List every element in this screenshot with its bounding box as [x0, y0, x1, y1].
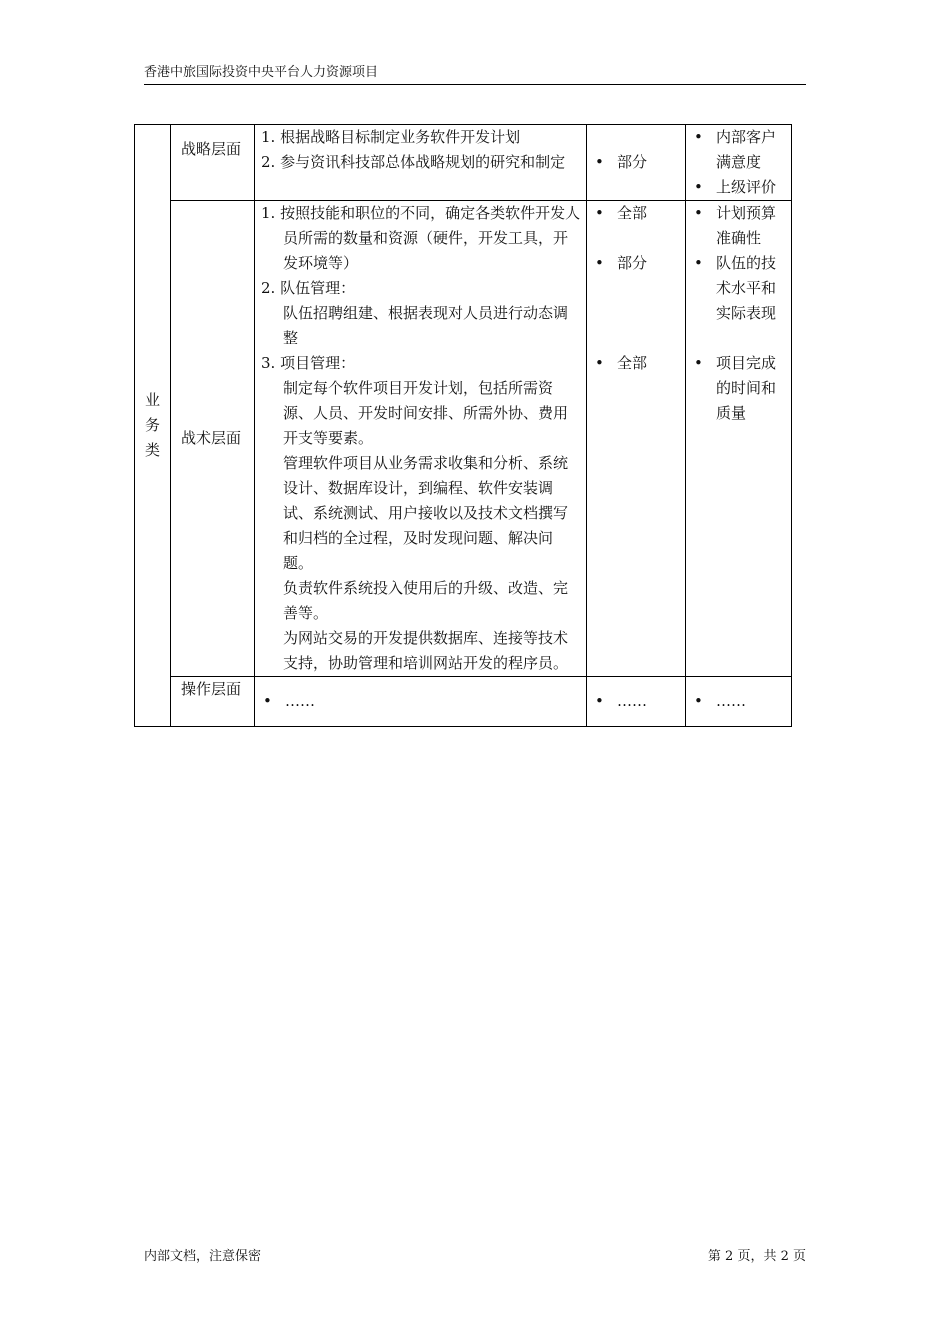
- bullet-icon: •: [595, 354, 604, 372]
- level-label: 操作层面: [181, 680, 242, 698]
- scope-cell: [587, 201, 686, 677]
- responsibility-table: [134, 124, 792, 727]
- duties-cell: [255, 125, 587, 201]
- bullet-icon: •: [595, 692, 604, 710]
- category-cell: [135, 125, 171, 727]
- paragraph: 负责软件系统投入使用后的升级、改造、完善等。: [283, 579, 569, 622]
- paragraph: 制定每个软件项目开发计划，包括所需资源、人员、开发时间安排、所需外协、费用开支等要素。: [283, 379, 569, 447]
- bullet-icon: •: [694, 178, 703, 196]
- bullet-icon: •: [595, 204, 604, 222]
- list-item: • 队伍的技术水平和实际表现: [686, 251, 791, 326]
- footer-page-number: 第 2 页，共 2 页: [707, 1249, 806, 1264]
- list-item: 1. 根据战略目标制定业务软件开发计划: [261, 128, 521, 146]
- list-item: • 部分: [587, 251, 685, 276]
- list-item: • ……: [686, 689, 791, 714]
- list-item: 1. 按照技能和职位的不同，确定各类软件开发人员所需的数量和资源（硬件，开发工具，开发环境等）: [261, 204, 581, 272]
- paragraph: 为网站交易的开发提供数据库、连接等技术支持，协助管理和培训网站开发的程序员。: [283, 629, 569, 672]
- bullet-icon: •: [694, 354, 703, 372]
- page-header: 香港中旅国际投资中央平台人力资源项目: [144, 64, 806, 85]
- paragraph: 管理软件项目从业务需求收集和分析、系统设计、数据库设计，到编程、软件安装调试、系统测试、用户接收以及技术文档撰写和归档的全过程，及时发现问题、解决问题。: [283, 454, 569, 572]
- level-cell: [171, 677, 255, 727]
- kpi-cell: [686, 201, 792, 677]
- category-label: 业务类: [145, 391, 161, 459]
- bullet-icon: •: [694, 254, 703, 272]
- paragraph: 队伍招聘组建、根据表现对人员进行动态调整: [283, 304, 569, 347]
- bullet-icon: •: [595, 153, 604, 171]
- list-item: • 上级评价: [686, 175, 791, 200]
- bullet-icon: •: [694, 692, 703, 710]
- scope-cell: [587, 125, 686, 201]
- bullet-icon: •: [595, 254, 604, 272]
- kpi-cell: [686, 125, 792, 201]
- list-item: 3. 项目管理：: [261, 354, 356, 372]
- bullet-icon: •: [694, 128, 703, 146]
- list-item: • 部分: [587, 150, 685, 175]
- list-item: • 内部客户满意度: [686, 125, 791, 175]
- list-item: 2. 参与资讯科技部总体战略规划的研究和制定: [261, 153, 566, 171]
- duties-cell: [255, 677, 587, 727]
- duties-cell: [255, 201, 587, 677]
- table-row: [135, 125, 792, 201]
- level-cell: [171, 201, 255, 677]
- list-item: • 计划预算准确性: [686, 201, 791, 251]
- list-item: • ……: [255, 689, 586, 714]
- level-label: 战术层面: [181, 429, 242, 447]
- level-cell: [171, 125, 255, 201]
- bullet-icon: •: [263, 692, 272, 710]
- list-item: 2. 队伍管理：: [261, 279, 356, 297]
- kpi-cell: [686, 677, 792, 727]
- level-label: 战略层面: [181, 140, 242, 158]
- list-item: • 项目完成的时间和质量: [686, 351, 791, 426]
- table-row: [135, 677, 792, 727]
- scope-cell: [587, 677, 686, 727]
- list-item: • 全部: [587, 351, 685, 376]
- footer-confidential: 内部文档，注意保密: [144, 1249, 262, 1264]
- list-item: • ……: [587, 689, 685, 714]
- bullet-icon: •: [694, 204, 703, 222]
- table-row: [135, 201, 792, 677]
- list-item: • 全部: [587, 201, 685, 226]
